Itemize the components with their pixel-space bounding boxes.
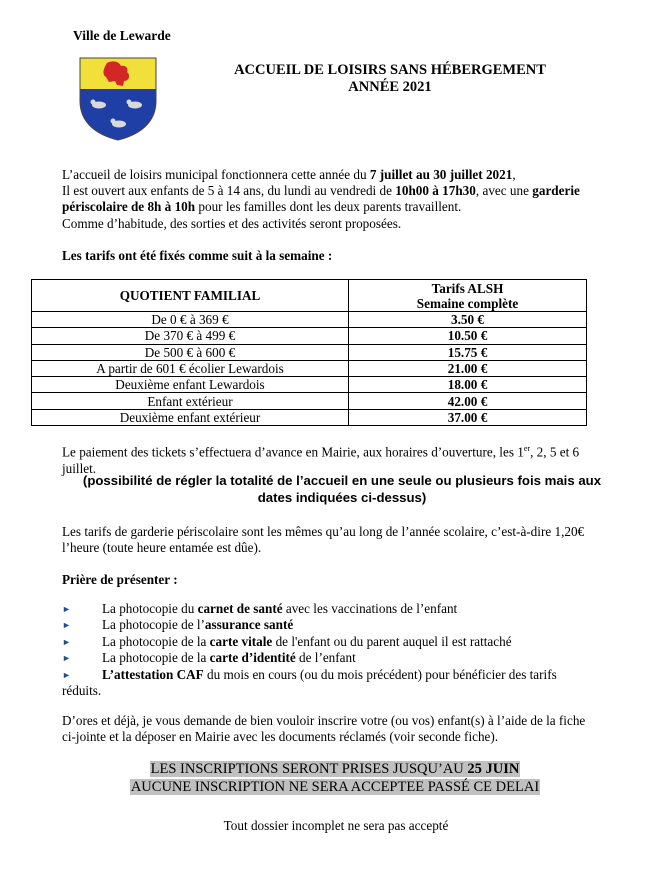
documents-list xyxy=(62,601,622,699)
doc-bold: carte vitale xyxy=(209,633,273,649)
arrow-bullet-icon: ► xyxy=(62,604,71,614)
garderie-paragraph xyxy=(62,524,622,556)
arrow-bullet-icon: ► xyxy=(62,636,71,647)
intro-dates: 7 juillet au 30 juillet 2021 xyxy=(369,167,513,182)
intro-activities: Comme d’habitude, des sorties et des activités seront proposées. xyxy=(62,215,402,231)
row-value: 15.75 € xyxy=(349,344,587,360)
doc-text: La photocopie de la xyxy=(102,633,210,649)
table-row xyxy=(32,312,587,328)
doc-text: du mois en cours (ou du mois précédent) pour bénéficier des tarifs xyxy=(203,666,557,682)
row-label: Enfant extérieur xyxy=(32,393,349,409)
arrow-bullet-icon: ► xyxy=(62,620,71,631)
doc-text: La photocopie du xyxy=(102,601,198,616)
table-row xyxy=(32,393,587,409)
table-row xyxy=(32,360,587,376)
row-value: 18.00 € xyxy=(349,377,587,393)
list-item xyxy=(62,667,622,683)
banner-date: 25 JUIN xyxy=(467,761,520,777)
intro-text: , xyxy=(512,167,516,182)
closing-line-1: D’ores et déjà, je vous demande de bien vouloir inscrire votre (ou vos) enfant(s) à l’aide de la fiche xyxy=(62,713,586,728)
row-label: De 370 € à 499 € xyxy=(32,328,349,344)
note-line-2: dates indiquées ci-dessus) xyxy=(257,489,427,505)
garderie-line-2: l’heure (toute heure entamée est dûe). xyxy=(62,540,262,556)
intro-text: , avec une xyxy=(475,183,533,199)
header-tarifs-line2: Semaine complète xyxy=(416,295,519,311)
table-row xyxy=(32,377,587,393)
tarifs-heading: Les tarifs ont été fixés comme suit à la semaine : xyxy=(62,248,333,263)
banner-text: LES INSCRIPTIONS SERONT PRISES JUSQU’AU xyxy=(150,761,468,777)
paiement-sup: er xyxy=(523,444,531,453)
intro-text: pour les familles dont les deux parents travaillent. xyxy=(195,199,462,215)
town-name: Ville de Lewarde xyxy=(73,28,171,43)
doc-bold: carte d’identité xyxy=(209,650,296,666)
intro-garderie: garderie xyxy=(532,183,580,199)
intro-paragraph xyxy=(62,167,622,232)
note-line-1: (possibilité de régler la totalité de l’accueil en une seule ou plusieurs fois mais aux xyxy=(82,473,602,488)
paiement-text: , 2, 5 et 6 xyxy=(530,444,580,460)
doc-bold: carnet de santé xyxy=(197,601,283,616)
closing-line-2: ci-jointe et la déposer en Mairie avec les documents réclamés (voir seconde fiche). xyxy=(62,729,499,745)
inscription-banner xyxy=(100,760,570,796)
paiement-text: juillet. xyxy=(62,460,97,476)
table-row xyxy=(32,409,587,425)
intro-text: Il est ouvert aux enfants de 5 à 14 ans, du lundi au vendredi de xyxy=(62,183,396,199)
row-label: A partir de 601 € écolier Lewardois xyxy=(32,360,349,376)
row-label: Deuxième enfant extérieur xyxy=(32,409,349,425)
row-value: 21.00 € xyxy=(349,360,587,376)
row-value: 37.00 € xyxy=(349,409,587,425)
header-tarifs xyxy=(349,280,587,312)
doc-text: La photocopie de l’ xyxy=(102,617,205,633)
table-row xyxy=(32,344,587,360)
arrow-bullet-icon: ► xyxy=(62,653,71,664)
doc-text-continued: réduits. xyxy=(62,683,102,699)
list-item xyxy=(62,650,622,666)
doc-text: de l'enfant ou du parent auquel il est rattaché xyxy=(272,633,512,649)
doc-bold: assurance santé xyxy=(204,617,294,633)
paiement-text: Le paiement des tickets s’effectuera d’avance en Mairie, aux horaires d’ouverture, les 1 xyxy=(62,444,524,460)
footer-note: Tout dossier incomplet ne sera pas accepté xyxy=(223,818,449,833)
row-value: 3.50 € xyxy=(349,312,587,328)
row-label: De 0 € à 369 € xyxy=(32,312,349,328)
banner-line-1 xyxy=(150,761,521,777)
header-quotient: QUOTIENT FAMILIAL xyxy=(32,280,349,312)
intro-garderie-hours: périscolaire de 8h à 10h xyxy=(62,199,196,215)
doc-text: avec les vaccinations de l’enfant xyxy=(282,601,458,616)
list-item xyxy=(62,617,622,633)
table-header-row xyxy=(32,280,587,312)
list-item xyxy=(62,601,622,617)
paiement-paragraph xyxy=(62,441,622,477)
coat-of-arms-icon xyxy=(79,57,157,141)
intro-text: L’accueil de loisirs municipal fonctionnera cette année du xyxy=(62,167,370,182)
row-label: Deuxième enfant Lewardois xyxy=(32,377,349,393)
payment-note xyxy=(62,473,622,506)
doc-text: La photocopie de la xyxy=(102,650,210,666)
closing-paragraph xyxy=(62,713,622,745)
row-value: 42.00 € xyxy=(349,393,587,409)
tarifs-table xyxy=(31,279,587,426)
row-value: 10.50 € xyxy=(349,328,587,344)
banner-line-2: AUCUNE INSCRIPTION NE SERA ACCEPTEE PASSÉ CE DELAI xyxy=(130,779,540,795)
priere-heading: Prière de présenter : xyxy=(62,572,178,587)
intro-hours: 10h00 à 17h30 xyxy=(395,183,476,199)
doc-text: de l’enfant xyxy=(295,650,356,666)
title-line-1: ACCUEIL DE LOISIRS SANS HÉBERGEMENT xyxy=(234,62,546,78)
row-label: De 500 € à 600 € xyxy=(32,344,349,360)
doc-bold: L’attestation CAF xyxy=(102,666,204,682)
garderie-line-1: Les tarifs de garderie périscolaire sont les mêmes qu’au long de l’année scolaire, c’est-à-dire 1,20€ xyxy=(62,524,585,539)
list-item xyxy=(62,634,622,650)
header-tarifs-line1: Tarifs ALSH xyxy=(431,280,504,296)
document-title xyxy=(195,62,585,96)
title-line-2: ANNÉE 2021 xyxy=(348,79,432,95)
arrow-bullet-icon: ► xyxy=(62,669,71,680)
table-row xyxy=(32,328,587,344)
